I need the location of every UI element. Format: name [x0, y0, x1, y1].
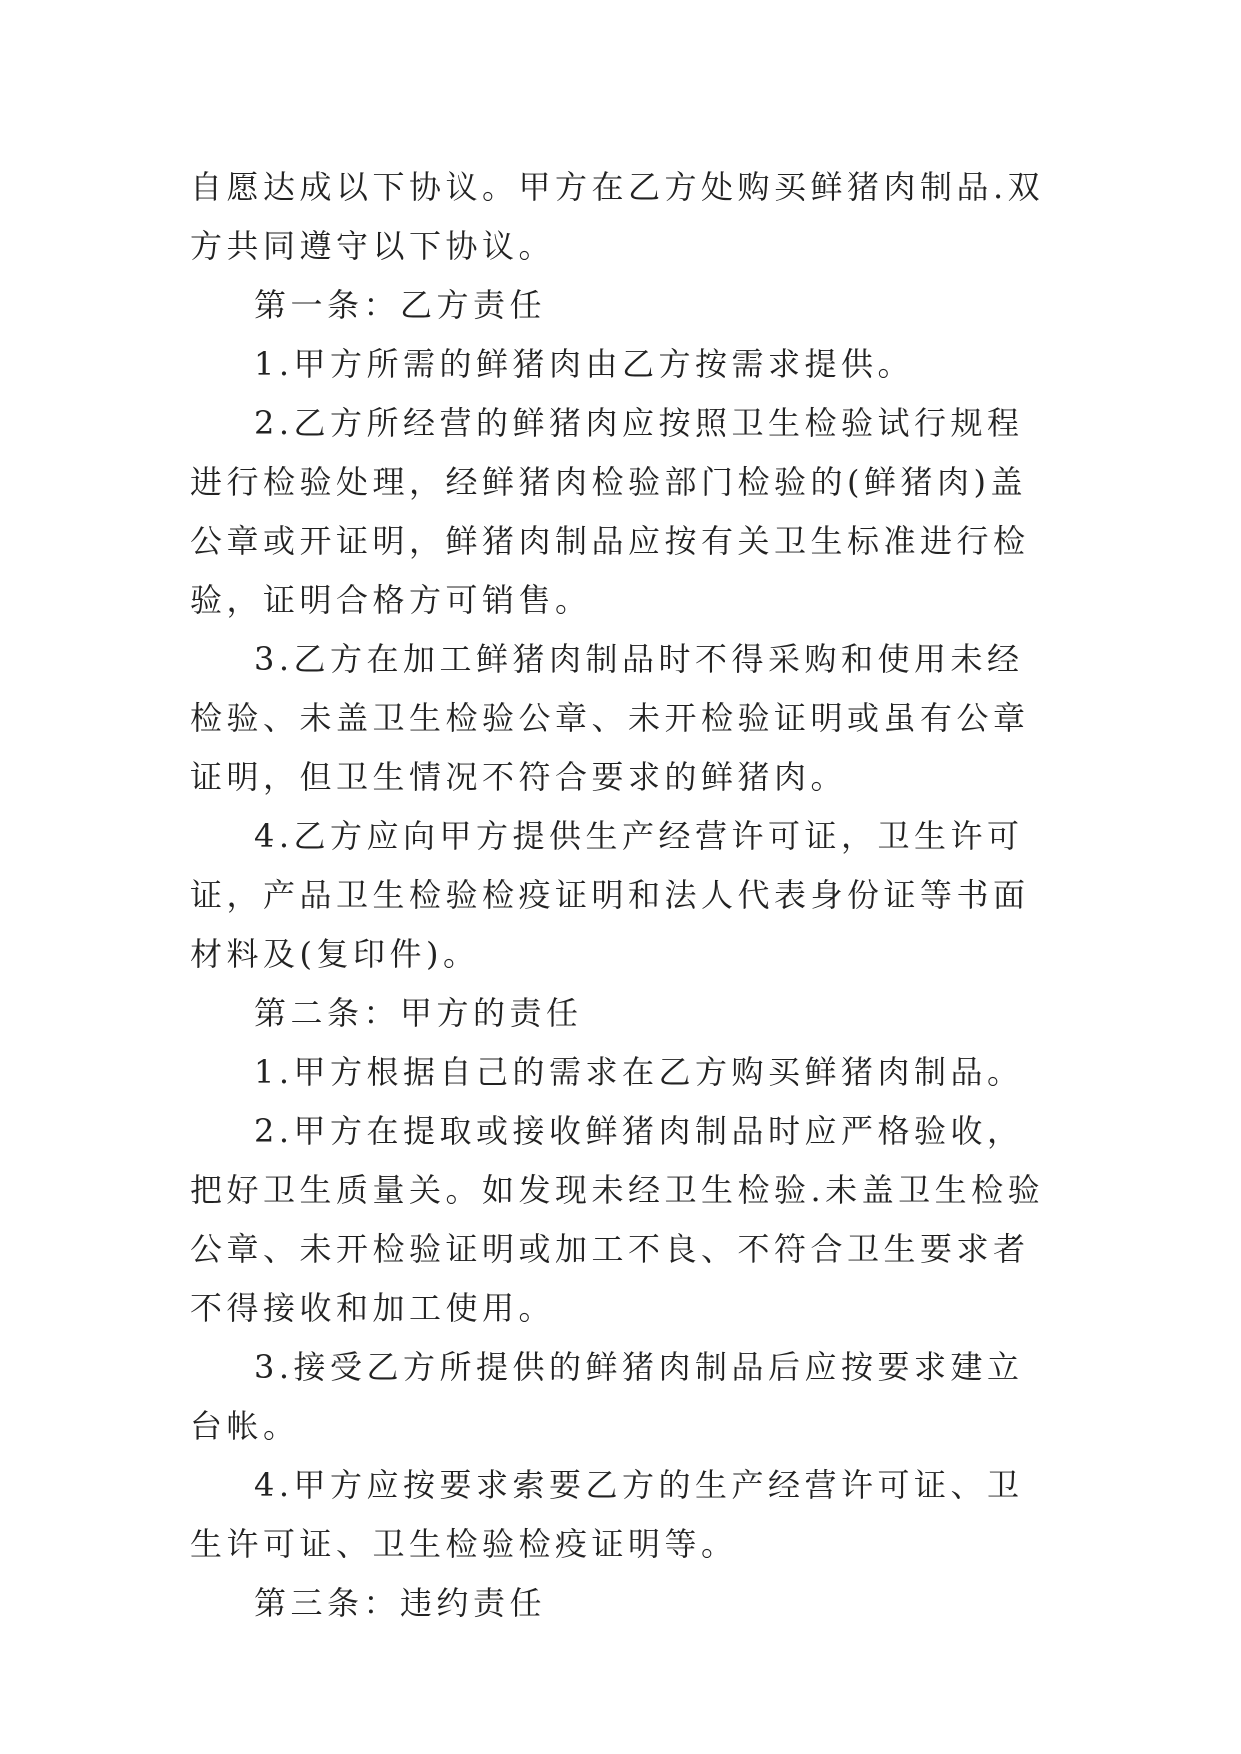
- section-heading-2: 第二条：甲方的责任: [254, 994, 583, 1032]
- section-heading-1: 第一条：乙方责任: [254, 286, 547, 324]
- clause-1-1: 1.甲方所需的鲜猪肉由乙方按需求提供。: [254, 345, 915, 383]
- clause-2-3: 3.接受乙方所提供的鲜猪肉制品后应按要求建立台帐。: [190, 1348, 1024, 1445]
- document-body: [190, 158, 1050, 1633]
- clause-1-4: 4.乙方应向甲方提供生产经营许可证，卫生许可证，产品卫生检验检疫证明和法人代表身份证等书面材料及(复印件)。: [190, 817, 1030, 973]
- clause-1-2: 2.乙方所经营的鲜猪肉应按照卫生检验试行规程进行检验处理，经鲜猪肉检验部门检验的(鲜猪肉)盖公章或开证明，鲜猪肉制品应按有关卫生标准进行检验，证明合格方可销售。: [190, 404, 1030, 619]
- section-heading-3: 第三条：违约责任: [254, 1584, 547, 1622]
- clause-1-3: 3.乙方在加工鲜猪肉制品时不得采购和使用未经检验、未盖卫生检验公章、未开检验证明或虽有公章证明，但卫生情况不符合要求的鲜猪肉。: [190, 640, 1030, 796]
- clause-2-2: 2.甲方在提取或接收鲜猪肉制品时应严格验收，把好卫生质量关。如发现未经卫生检验.未盖卫生检验公章、未开检验证明或加工不良、不符合卫生要求者不得接收和加工使用。: [190, 1112, 1045, 1327]
- clause-2-1: 1.甲方根据自己的需求在乙方购买鲜猪肉制品。: [254, 1053, 1024, 1091]
- paragraph-intro: 自愿达成以下协议。甲方在乙方处购买鲜猪肉制品.双方共同遵守以下协议。: [190, 168, 1045, 265]
- clause-2-4: 4.甲方应按要求索要乙方的生产经营许可证、卫生许可证、卫生检验检疫证明等。: [190, 1466, 1024, 1563]
